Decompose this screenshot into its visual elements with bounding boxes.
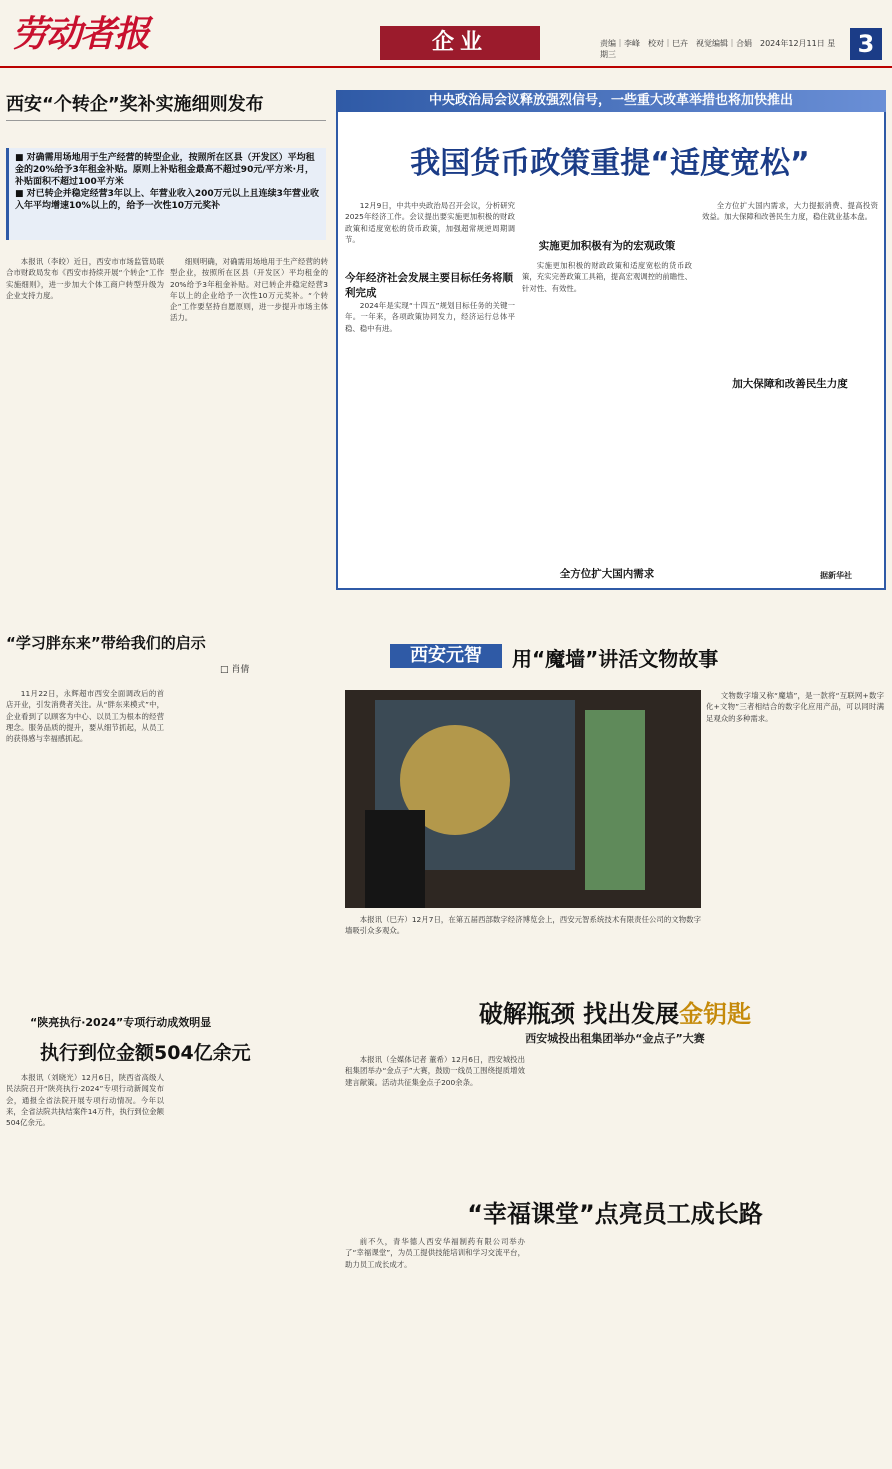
top-rule	[0, 66, 892, 68]
section-name: 企业	[431, 30, 488, 55]
article-title-zhuanqi[interactable]: 西安“个转企”奖补实施细则发布	[6, 94, 264, 115]
article-body-golden-col1: 本报讯（全媒体记者 董希）12月6日，西安城投出租集团举办“金点子”大赛，鼓励一线员工围绕提质增效建言献策。活动共征集金点子200余条。	[345, 1055, 525, 1087]
feature-title[interactable]: 我国货币政策重提“适度宽松”	[410, 146, 810, 181]
article-summary-box: ■ 对确需用场地用于生产经营的转型企业，按照所在区县（开发区）平均租金的20%给予3年租金补贴。原则上补贴租金最高不超过90元/平方米·月，补贴面积不超过100平方米 ■ 对已转企并稳定经营3年以上、年营业收入200万元以上且连续3年营业收入年平均增速10%以上的，给予一次性10万元奖补	[6, 148, 326, 240]
article-author: □ 肖倩	[220, 665, 250, 675]
feature-subhead-3: 全方位扩大国内需求	[559, 568, 655, 580]
article-title-magic-wall[interactable]: 用“魔墙”讲活文物故事	[512, 647, 719, 671]
feature-subhead-2: 实施更加积极有为的宏观政策	[538, 240, 676, 252]
article-title-happy-classroom[interactable]: “幸福课堂”点亮员工成长路	[467, 1200, 763, 1228]
article-tag-shaanxi: “陕亮执行·2024”专项行动成效明显	[30, 1016, 212, 1029]
article-body-pangdonglai-col1: 11月22日，永辉超市西安全面调改后的首店开业，引发消费者关注。从“胖东来模式”中，企业看到了以顾客为中心、以员工为根本的经营理念。服务品质的提升，要从细节抓起，从员工的获得感与幸福感抓起。	[6, 689, 164, 744]
article-body-happy-col2	[528, 1236, 708, 1461]
feature-p3: 实施更加积极的财政政策和适度宽松的货币政策，充实完善政策工具箱，提高宏观调控的前瞻性、针对性、有效性。	[522, 261, 692, 293]
article-body-col2: 细则明确，对确需用场地用于生产经营的转型企业，按照所在区县（开发区）平均租金的20%给予3年租金补贴。对已转企并稳定经营3年以上的企业给予一次性10万元奖补。“个转企”工作要坚持自愿原则，进一步提升市场主体活力。	[170, 257, 328, 323]
article-body-magic-wall: 文物数字墙又称“魔墙”，是一款将“互联网+数字化+文物”三者相结合的数字化应用产品，可以同时满足观众的多种需求。	[706, 691, 884, 723]
editor-info: 责编｜李峰 校对｜巳卉 视觉编辑｜合娟 2024年12月11日 星期三	[600, 39, 836, 59]
feature-subhead-4: 加大保障和改善民生力度	[732, 378, 848, 390]
article-subtitle-golden-key: 西安城投出租集团举办“金点子”大赛	[525, 1032, 705, 1045]
article-body-golden-col2	[528, 1054, 708, 1184]
article-body-enforcement-col1: 本报讯（刘晓光）12月6日，陕西省高级人民法院召开“陕亮执行·2024”专项行动新闻发布会，通报全省法院开展专项行动情况。今年以来，全省法院共执结案件14万件，执行到位金额504亿余元。	[6, 1073, 164, 1128]
museum-wall-photo-icon	[345, 690, 701, 908]
newspaper-logo: 劳动者报	[12, 13, 149, 55]
article-body-col1: 本报讯（李皎）近日，西安市市场监管局联合市财政局发布《西安市持续开展“个转企”工作实施细则》，进一步加大个体工商户转型升级为企业支持力度。	[6, 257, 164, 300]
page-number: 3	[850, 28, 882, 60]
divider	[6, 120, 326, 121]
article-body-enforcement-col2	[170, 1072, 328, 1462]
article-title-golden-key[interactable]	[345, 994, 885, 1029]
feature-source: 据新华社	[820, 571, 852, 580]
feature-subhead-1: 今年经济社会发展主要目标任务将顺利完成	[345, 272, 513, 299]
feature-p1: 12月9日，中共中央政治局召开会议，分析研究2025年经济工作。会议提出要实施更加积极的财政政策和适度宽松的货币政策，加强超常规逆周期调节。	[345, 201, 515, 244]
feature-p4: 全方位扩大国内需求，大力提振消费、提高投资效益。加大保障和改善民生力度，稳住就业基本盘。	[702, 201, 878, 222]
article-body-golden-col3	[710, 1054, 884, 1184]
photo-caption: 本报讯（巳卉）12月7日，在第五届西部数字经济博览会上，西安元智系统技术有限责任公司的文物数字墙吸引众多观众。	[345, 915, 701, 936]
article-body-happy-col3	[710, 1236, 884, 1461]
feature-banner: 中央政治局会议释放强烈信号，一些重大改革举措也将加快推出	[336, 90, 886, 112]
golden-title-a: 破解瓶颈 找出发展	[478, 1000, 680, 1028]
feature-p2: 2024年是实现“十四五”规划目标任务的关键一年。一年来，各项政策协同发力，经济运行总体平稳、稳中有进。	[345, 301, 515, 333]
article-body-pangdonglai-col2	[170, 688, 328, 988]
article-body-happy-col1: 前不久，青华德人西安华福制药有限公司举办了“幸福课堂”，为员工提供技能培训和学习交流平台，助力员工成长成才。	[345, 1237, 525, 1269]
golden-title-b: 金钥匙	[679, 1000, 752, 1028]
news-photo	[345, 690, 701, 908]
article-title-pangdonglai[interactable]: “学习胖东来”带给我们的启示	[6, 634, 206, 652]
article-title-enforcement[interactable]: 执行到位金额504亿余元	[40, 1042, 251, 1064]
xian-badge: 西安元智	[390, 644, 502, 668]
